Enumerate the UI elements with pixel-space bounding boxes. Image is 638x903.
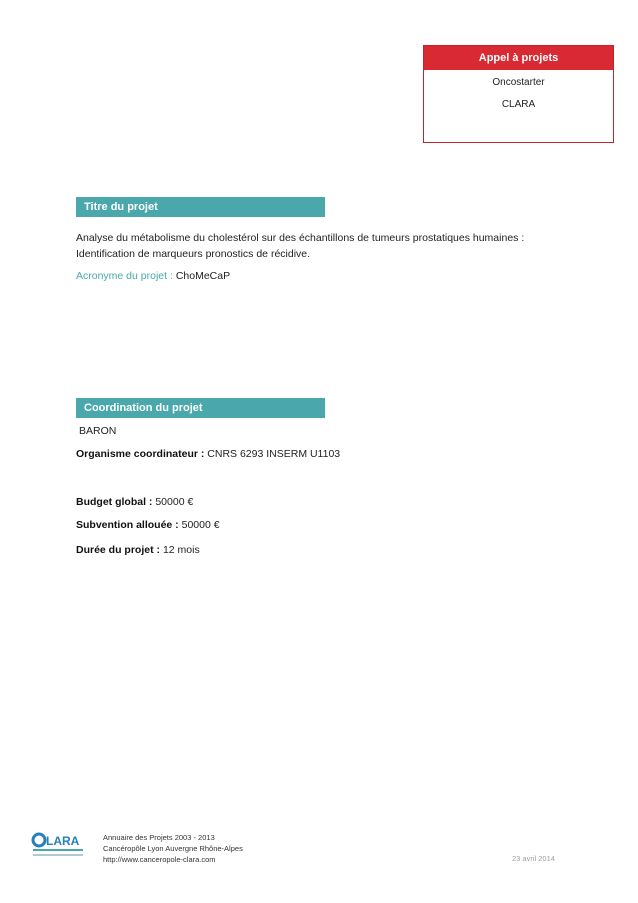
subvention-allouee [76, 517, 220, 533]
section-header-coordination: Coordination du projet [76, 398, 325, 418]
budget-global [76, 494, 193, 510]
duree-value: 12 mois [162, 544, 200, 556]
clara-logo [30, 830, 86, 860]
subvention-label: Subvention allouée : [76, 519, 179, 531]
duree-projet [76, 542, 200, 558]
budget-label: Budget global : [76, 496, 153, 508]
acronym-value: ChoMeCaP [175, 270, 231, 282]
svg-text:LARA: LARA [46, 834, 80, 848]
footer-info [103, 832, 243, 865]
footer-date: 23 avril 2014 [512, 854, 555, 863]
organisme-coordinateur [76, 446, 340, 462]
project-title-text: Analyse du métabolisme du cholestérol sur des échantillons de tumeurs prostatiques humaines : Identification de marqueurs pronostics de récidive. [76, 232, 525, 260]
duree-label: Durée du projet : [76, 544, 161, 556]
footer-line-annuaire: Annuaire des Projets 2003 - 2013 [103, 833, 215, 842]
footer-line-canceropole: Cancéropôle Lyon Auvergne Rhône-Alpes [103, 844, 243, 853]
organisme-label: Organisme coordinateur : [76, 448, 205, 460]
coordinator-name: BARON [79, 425, 117, 437]
organisme-value: CNRS 6293 INSERM U1103 [207, 448, 341, 460]
appel-a-projets-header: Appel à projets [424, 46, 613, 70]
section-header-titre: Titre du projet [76, 197, 325, 217]
project-acronym [76, 268, 230, 284]
acronym-label: Acronyme du projet : [76, 270, 173, 282]
appel-a-projets-box [423, 45, 614, 143]
subvention-value: 50000 € [181, 519, 220, 531]
footer-link-website[interactable]: http://www.canceropole-clara.com [103, 855, 216, 864]
appel-line-clara: CLARA [501, 99, 536, 110]
budget-value: 50000 € [155, 496, 194, 508]
appel-line-oncostarter: Oncostarter [492, 77, 545, 88]
